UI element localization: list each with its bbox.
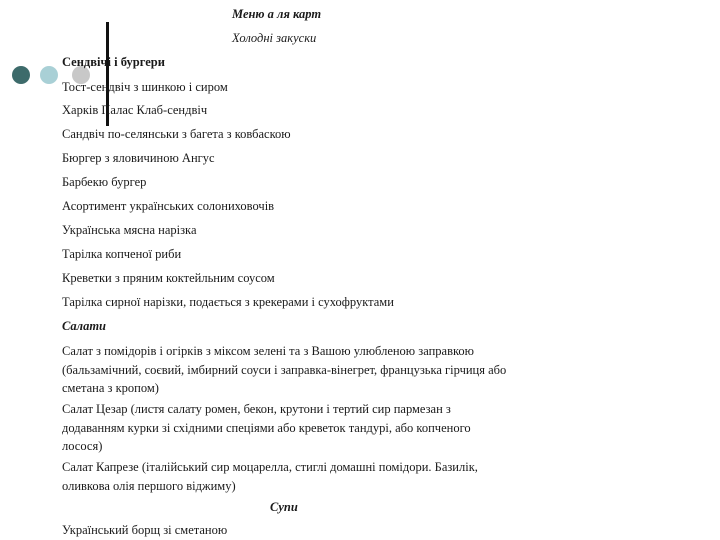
menu-item: Креветки з пряним коктейльним соусом xyxy=(62,271,275,285)
menu-title: Меню а ля карт xyxy=(232,7,322,21)
menu-item: Українська мясна нарізка xyxy=(62,223,197,237)
decorative-dot-light xyxy=(40,66,58,84)
menu-item: Тост-сендвіч з шинкою і сиром xyxy=(62,80,228,94)
menu-item: Харків Палас Клаб-сендвіч xyxy=(62,103,208,117)
menu-item: Барбекю бургер xyxy=(62,175,147,189)
cold-section-heading: Холодні закуски xyxy=(232,31,317,45)
soup-item: Український борщ зі сметаною xyxy=(62,523,228,537)
menu-item: Асортимент українських солониховочів xyxy=(62,199,275,213)
salad-item: Салат з помідорів і огірків з міксом зелені та з Вашою улюбленою заправкою (бальзамічний, соєвий, імбирний соуси і заправка-вінегрет, французька гірчиця або сметана з кропом) xyxy=(62,344,507,395)
salad-item: Салат Цезар (листя салату ромен, бекон, крутони і тертий сир пармезан з додаванням курки зі східними спеціями або креветок тандурі, або копченого лосося) xyxy=(62,402,471,453)
menu-item: Бюргер з яловичиною Ангус xyxy=(62,151,215,165)
menu-item: Тарілка сирної нарізки, подається з крекерами і сухофруктами xyxy=(62,295,394,309)
menu-item: Тарілка копченої риби xyxy=(62,247,182,261)
menu-item: Сандвіч по-селянськи з багета з ковбаскою xyxy=(62,127,291,141)
salad-item: Салат Капрезе (італійський сир моцарелла, стиглі домашні помідори. Базилік, оливкова олія першого віджиму) xyxy=(62,460,478,493)
sandwiches-heading: Сендвічі і бургери xyxy=(62,55,165,69)
soups-heading: Супи xyxy=(270,500,298,514)
salads-heading: Салати xyxy=(62,319,107,333)
decorative-dot-dark xyxy=(12,66,30,84)
